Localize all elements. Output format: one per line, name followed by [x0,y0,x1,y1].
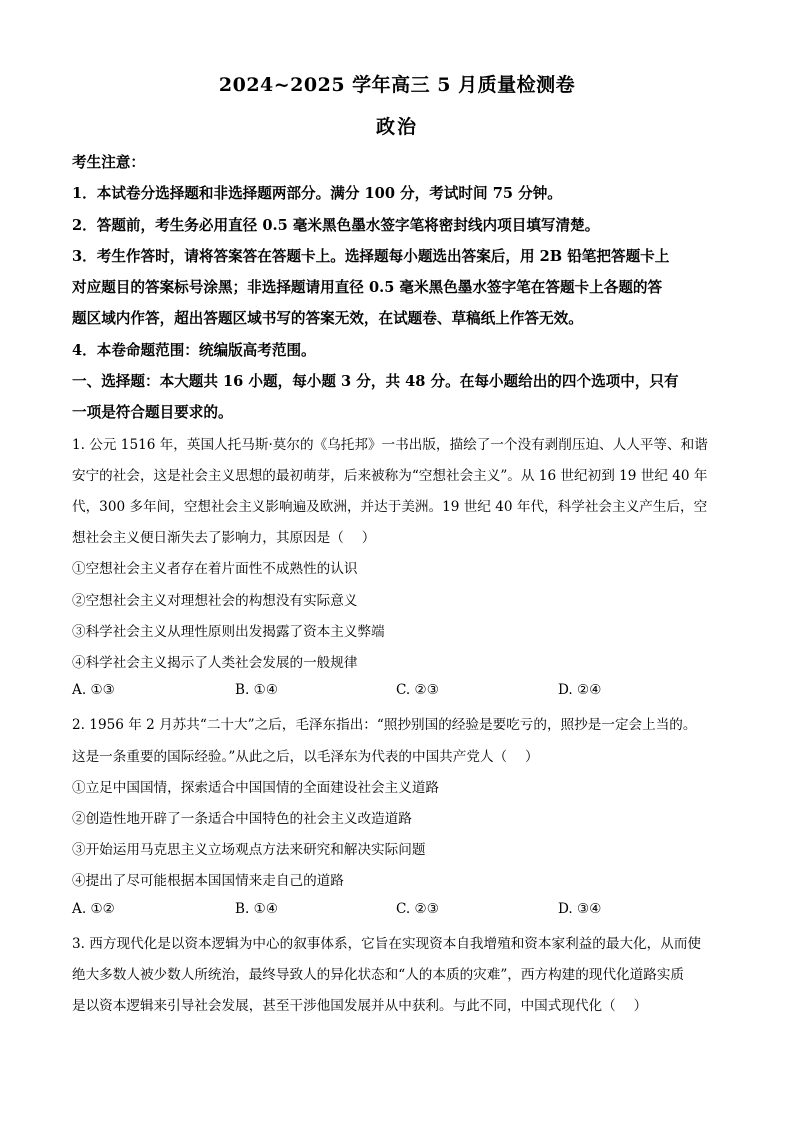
q1-option-c: C. ②③ [396,682,439,698]
section-heading-line-2: 一项是符合题目要求的。 [72,404,233,421]
q1-stem-line-3: 代，300 多年间，空想社会主义影响遍及欧洲，并达于美洲。19 世纪 40 年代，科学社会主义产生后，空 [72,499,708,515]
q1-statement-4: ④科学社会主义揭示了人类社会发展的一般规律 [72,655,358,671]
q3-stem-line-2: 绝大多数人被少数人所统治，最终导致人的异化状态和“人的本质的灾难”，西方构建的现代化道路实质 [72,967,685,983]
q2-statement-2: ②创造性地开辟了一条适合中国特色的社会主义改造道路 [72,811,412,827]
notice-item-3-line-2: 对应题目的答案标号涂黑；非选择题请用直径 0.5 毫米黑色墨水签字笔在答题卡上各题的答 [72,279,663,296]
q1-option-a: A. ①③ [72,682,115,698]
q2-stem-line-2: 这是一条重要的国际经验。”从此之后，以毛泽东为代表的中国共产党人（ ） [72,749,539,765]
q2-stem-line-1: 2. 1956 年 2 月苏共“二十大”之后，毛泽东指出：“照抄别国的经验是要吃亏的，照抄是一定会上当的。 [72,717,697,733]
section-heading-line-1: 一、选择题：本大题共 16 小题，每小题 3 分，共 48 分。在每小题给出的四个选项中，只有 [72,373,679,390]
q1-stem-line-1: 1. 公元 1516 年，英国人托马斯·莫尔的《乌托邦》一书出版，描绘了一个没有剥削压迫、人人平等、和谐 [72,437,708,453]
exam-title: 2024~2025 学年高三 5 月质量检测卷 [218,74,576,96]
q2-option-b: B. ①④ [235,901,279,917]
q1-statement-3: ③科学社会主义从理性原则出发揭露了资本主义弊端 [72,624,385,640]
q2-option-a: A. ①② [72,901,115,917]
notice-item-4: 4．本卷命题范围：统编版高考范围。 [72,342,316,359]
notice-item-1: 1．本试卷分选择题和非选择题两部分。满分 100 分，考试时间 75 分钟。 [72,185,562,202]
q1-statement-2: ②空想社会主义对理想社会的构想没有实际意义 [72,593,358,609]
q3-stem-line-1: 3. 西方现代化是以资本逻辑为中心的叙事体系，它旨在实现资本自我增殖和资本家利益的最大化，从而使 [72,936,702,952]
q1-stem-line-4: 想社会主义便日渐失去了影响力，其原因是（ ） [72,530,376,546]
subject-title: 政治 [375,116,418,138]
notice-item-2: 2．答题前，考生务必用直径 0.5 毫米黑色墨水签字笔将密封线内项目填写清楚。 [72,217,600,234]
q2-option-d: D. ③④ [558,901,602,917]
q3-stem-line-3: 是以资本逻辑来引导社会发展，甚至干涉他国发展并从中获利。与此不同，中国式现代化（ ） [72,998,648,1014]
notice-heading: 考生注意： [72,154,145,171]
q2-statement-3: ③开始运用马克思主义立场观点方法来研究和解决实际问题 [72,842,426,858]
q1-option-d: D. ②④ [558,682,602,698]
q1-option-b: B. ①④ [235,682,279,698]
q1-stem-line-2: 安宁的社会，这是社会主义思想的最初萌芽，后来被称为“空想社会主义”。从 16 世纪初到 19 世纪 40 年 [72,468,708,484]
q2-option-c: C. ②③ [396,901,439,917]
q2-statement-1: ①立足中国国情，探索适合中国国情的全面建设社会主义道路 [72,780,440,796]
notice-item-3-line-1: 3．考生作答时，请将答案答在答题卡上。选择题每小题选出答案后，用 2B 铅笔把答题卡上 [72,248,670,265]
q1-statement-1: ①空想社会主义者存在着片面性不成熟性的认识 [72,561,358,577]
q2-statement-4: ④提出了尽可能根据本国国情来走自己的道路 [72,873,344,889]
notice-item-3-line-3: 题区域内作答，超出答题区域书写的答案无效，在试题卷、草稿纸上作答无效。 [72,310,583,327]
